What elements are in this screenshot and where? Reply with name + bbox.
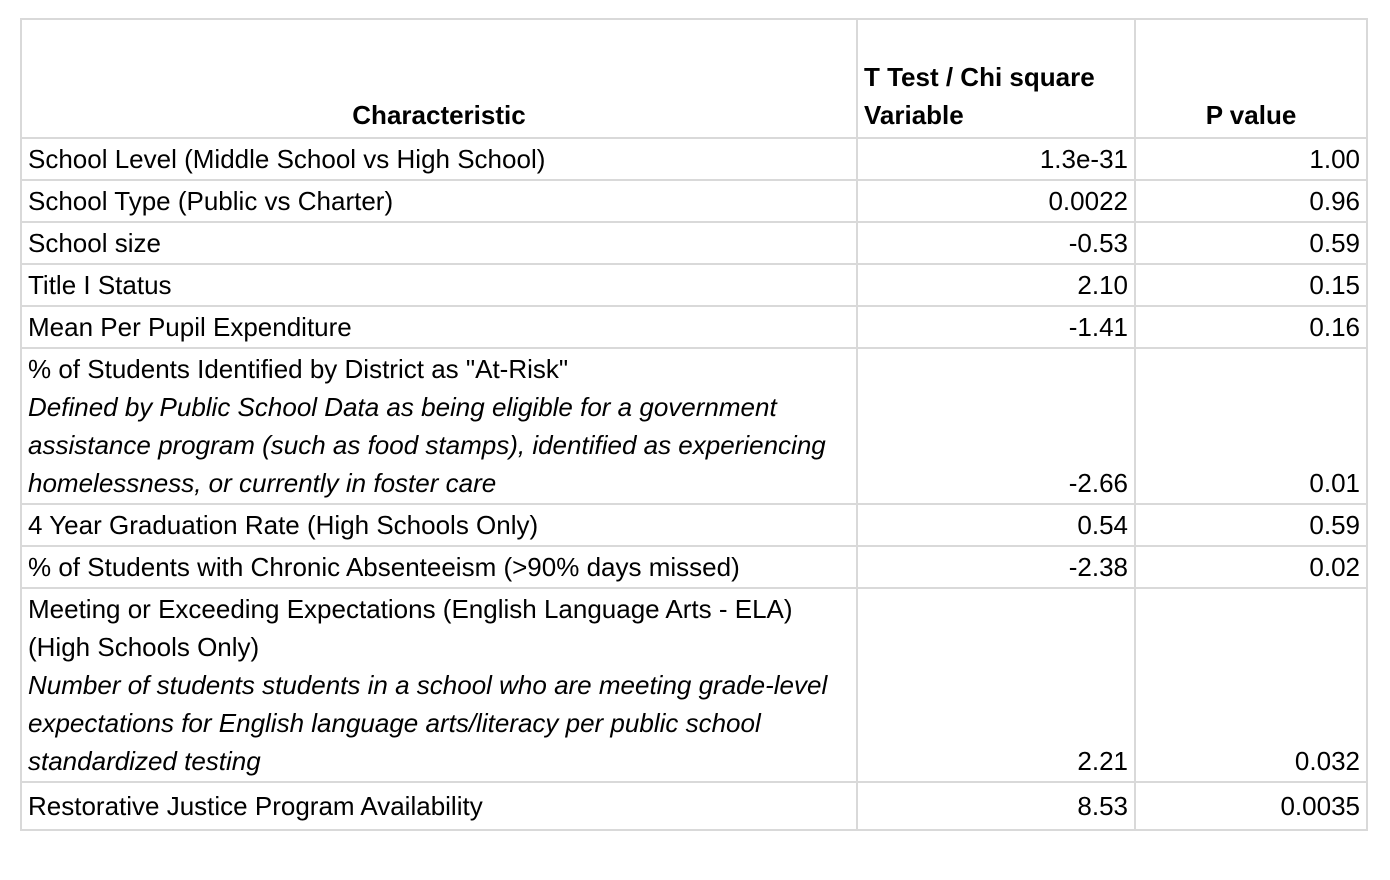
row-ttest-value: -1.41 [857,306,1135,348]
row-characteristic [21,348,857,504]
header-ttest-line1: T Test / Chi square [864,62,1095,92]
row-label: Title I Status [28,270,172,300]
row-characteristic [21,546,857,588]
header-pvalue: P value [1135,19,1367,138]
row-characteristic [21,138,857,180]
row-description: Defined by Public School Data as being eligible for a government assistance program (such as food stamps), identified as experiencing homelessness, or currently in foster care [28,392,826,498]
header-ttest [857,19,1135,138]
table-row [21,264,1367,306]
row-label: 4 Year Graduation Rate (High Schools Only) [28,510,539,540]
table-row [21,782,1367,830]
row-label: School Type (Public vs Charter) [28,186,394,216]
row-ttest-value: 0.54 [857,504,1135,546]
header-ttest-line2: Variable [864,100,964,130]
table-row [21,306,1367,348]
header-row [21,19,1367,138]
table-row [21,222,1367,264]
row-characteristic [21,180,857,222]
row-characteristic [21,222,857,264]
table-row [21,546,1367,588]
row-ttest-value: -2.38 [857,546,1135,588]
row-p-value: 0.59 [1135,504,1367,546]
row-ttest-value: 0.0022 [857,180,1135,222]
row-p-value: 0.15 [1135,264,1367,306]
row-p-value: 0.16 [1135,306,1367,348]
header-characteristic: Characteristic [21,19,857,138]
table-row [21,138,1367,180]
table-row [21,180,1367,222]
row-ttest-value: 2.21 [857,588,1135,782]
row-label: % of Students with Chronic Absenteeism (>90% days missed) [28,552,740,582]
row-p-value: 0.59 [1135,222,1367,264]
row-characteristic [21,306,857,348]
row-p-value: 0.02 [1135,546,1367,588]
row-description: Number of students students in a school who are meeting grade-level expectations for English language arts/literacy per public school standardized testing [28,670,828,776]
row-ttest-value: 2.10 [857,264,1135,306]
row-ttest-value: -0.53 [857,222,1135,264]
row-p-value: 0.032 [1135,588,1367,782]
row-p-value: 0.96 [1135,180,1367,222]
statistics-table [20,18,1368,831]
table-row [21,588,1367,782]
row-label: Meeting or Exceeding Expectations (English Language Arts - ELA) (High Schools Only) [28,594,793,662]
row-label: School size [28,228,161,258]
row-label: % of Students Identified by District as "At-Risk" [28,354,569,384]
row-label: Restorative Justice Program Availability [28,791,483,821]
row-characteristic [21,588,857,782]
row-p-value: 0.0035 [1135,782,1367,830]
row-ttest-value: 8.53 [857,782,1135,830]
row-ttest-value: -2.66 [857,348,1135,504]
row-label: Mean Per Pupil Expenditure [28,312,352,342]
table-row [21,504,1367,546]
row-characteristic [21,504,857,546]
row-p-value: 1.00 [1135,138,1367,180]
row-p-value: 0.01 [1135,348,1367,504]
row-ttest-value: 1.3e-31 [857,138,1135,180]
row-label: School Level (Middle School vs High School) [28,144,546,174]
row-characteristic [21,264,857,306]
row-characteristic [21,782,857,830]
table-row [21,348,1367,504]
